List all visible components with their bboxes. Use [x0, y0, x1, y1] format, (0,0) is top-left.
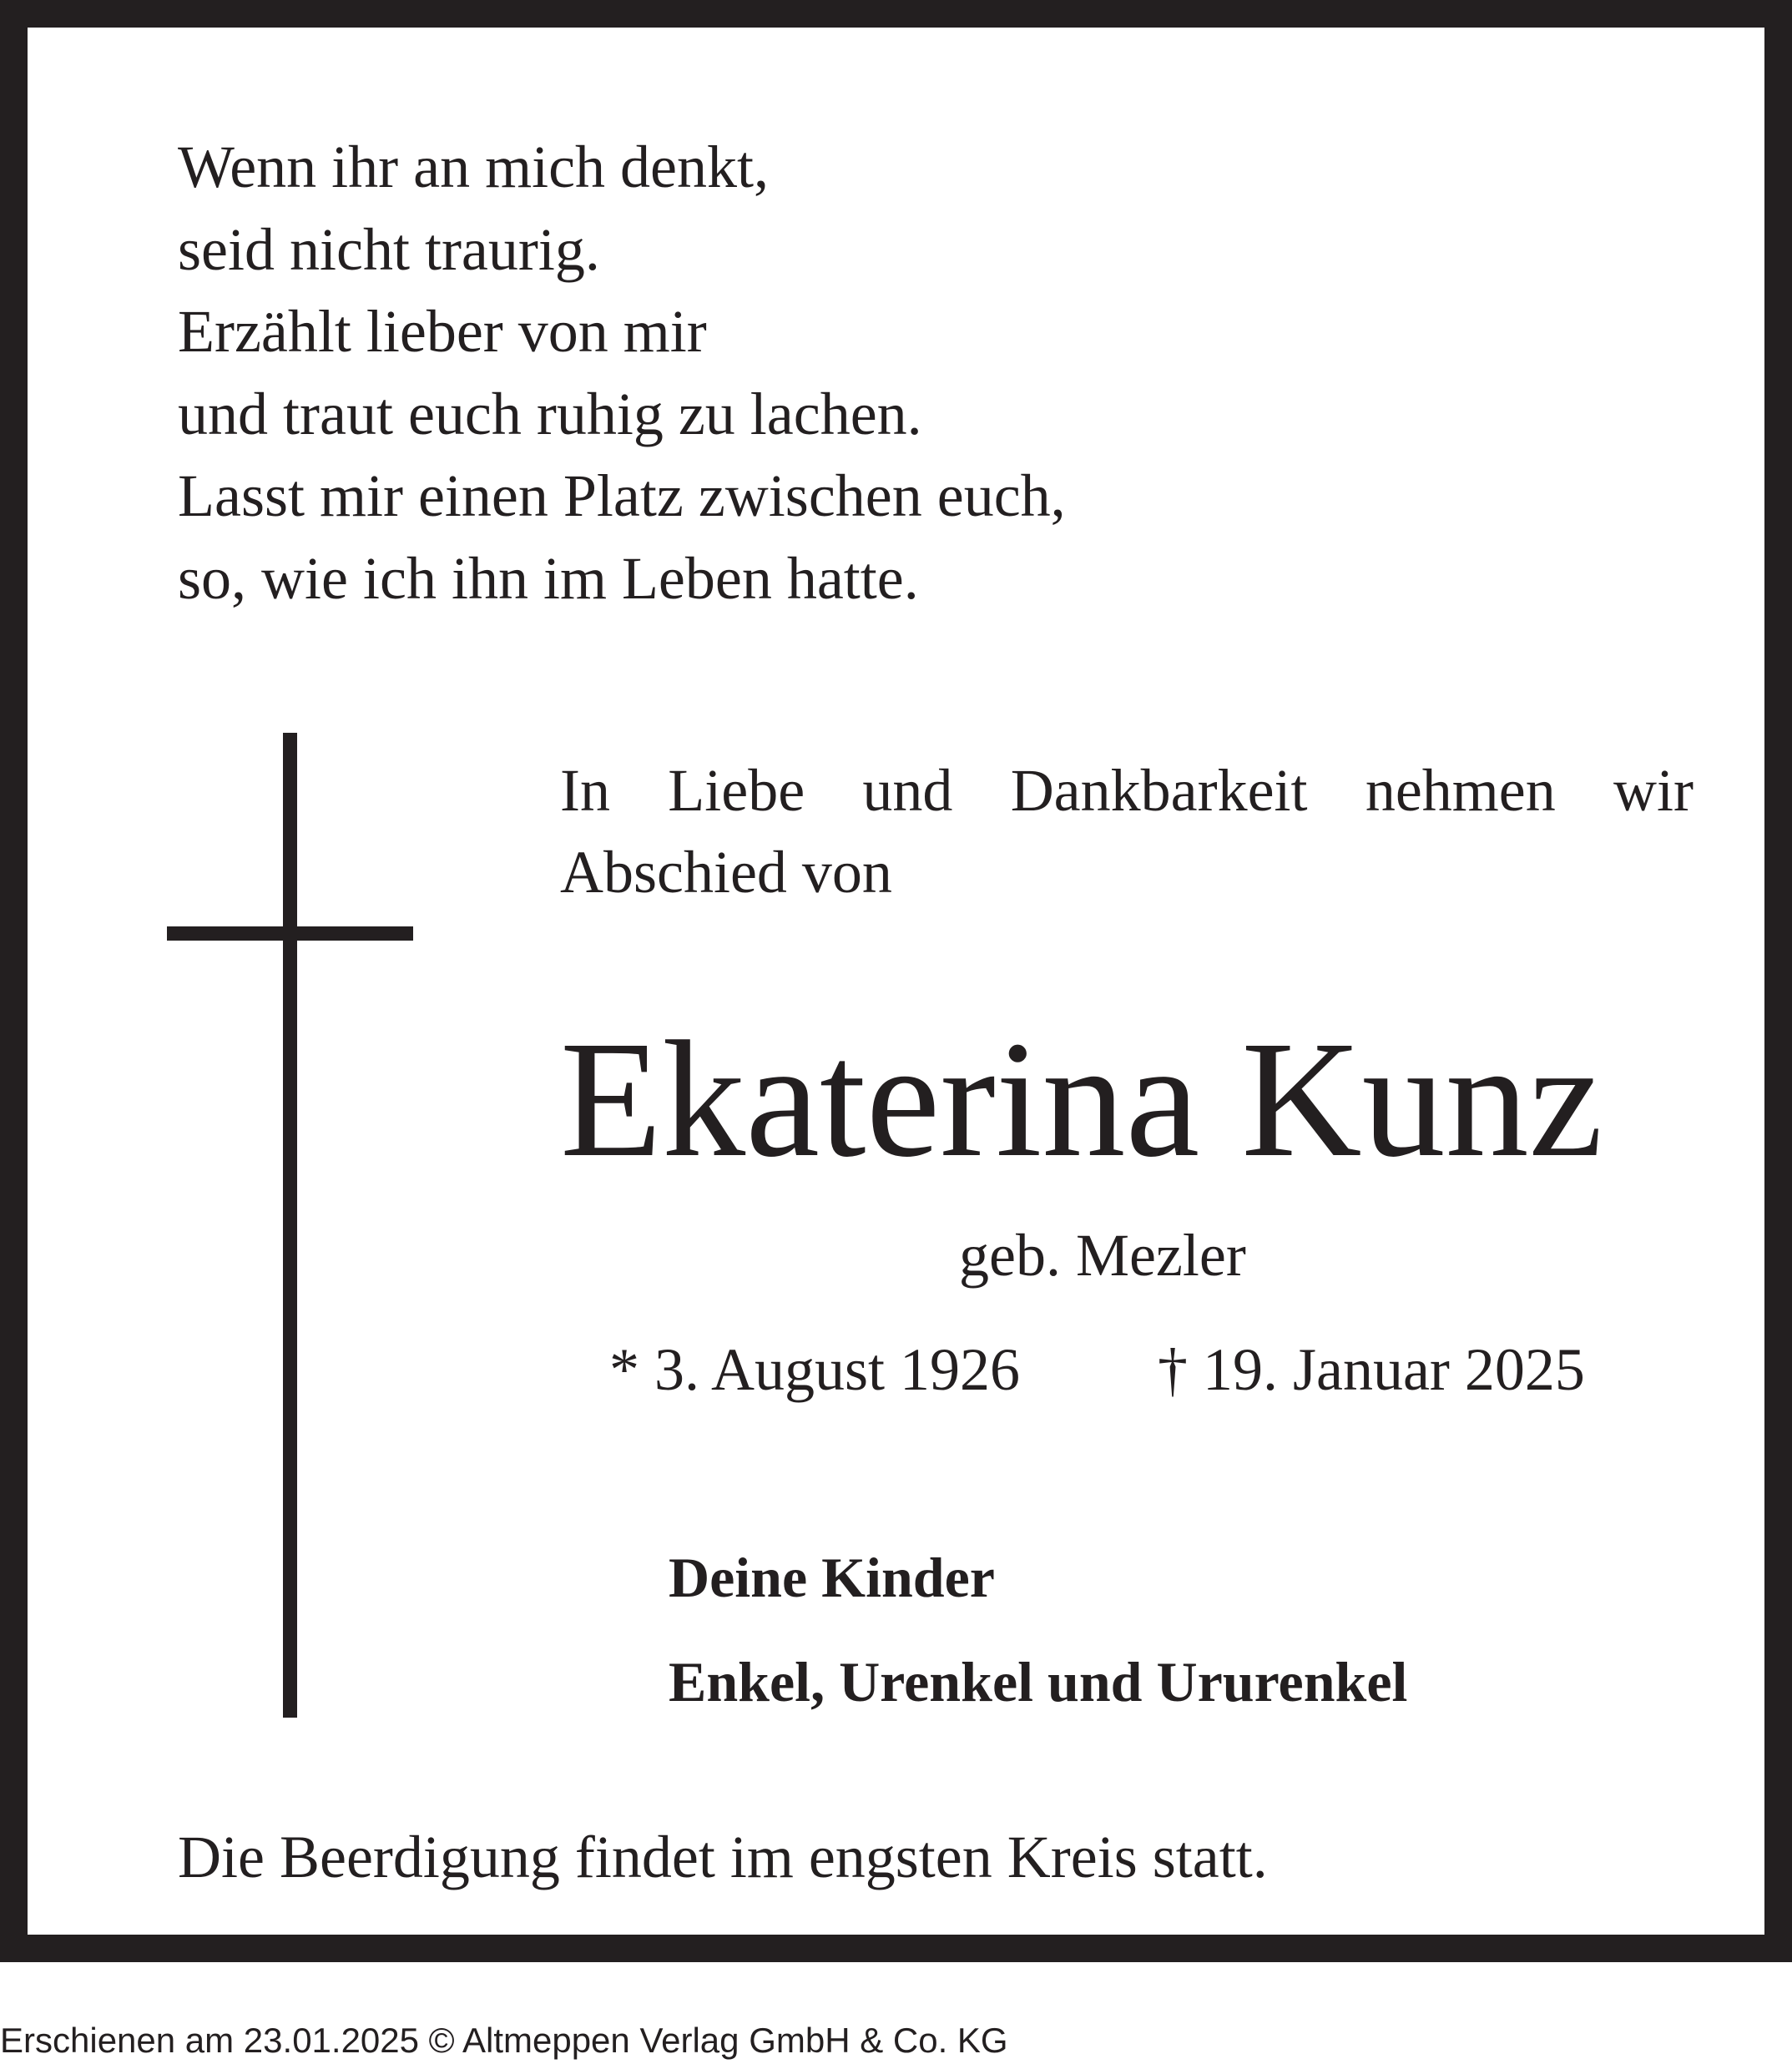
poem-line: Erzählt lieber von mir: [178, 298, 707, 365]
intro-word: In: [560, 757, 610, 824]
intro-line-1: [560, 749, 1694, 831]
funeral-note: Die Beerdigung findet im engsten Kreis statt.: [178, 1824, 1268, 1890]
deceased-name: Ekaterina Kunz: [560, 1007, 1603, 1192]
birth-date: * 3. August 1926: [609, 1336, 1021, 1403]
cross-horizontal-bar: [167, 926, 413, 941]
poem-line: Lasst mir einen Platz zwischen euch,: [178, 462, 1066, 529]
intro-word: Dankbarkeit: [1010, 757, 1308, 824]
intro-word: Liebe: [668, 757, 805, 824]
poem-line: Wenn ihr an mich denkt,: [178, 134, 770, 200]
poem-line: seid nicht traurig.: [178, 215, 600, 283]
intro-word: und: [862, 757, 953, 824]
publication-footer: Erschienen am 23.01.2025 © Altmeppen Verlag GmbH & Co. KG: [0, 2021, 1008, 2060]
intro-line-2: Abschied von: [560, 839, 892, 906]
mourners: [669, 1526, 1407, 1734]
intro-word: nehmen: [1365, 757, 1556, 824]
death-date: † 19. Januar 2025: [1158, 1336, 1585, 1403]
farewell-intro: [560, 749, 1694, 913]
poem: [178, 126, 1066, 619]
maiden-name: geb. Mezler: [959, 1222, 1246, 1289]
poem-line: und traut euch ruhig zu lachen.: [178, 380, 922, 447]
intro-word: wir: [1613, 757, 1694, 824]
cross-vertical-bar: [283, 733, 297, 1718]
mourners-line-1: Deine Kinder: [669, 1546, 995, 1609]
mourners-line-2: Enkel, Urenkel und Ururenkel: [669, 1650, 1408, 1713]
poem-line: so, wie ich ihn im Leben hatte.: [178, 544, 919, 612]
